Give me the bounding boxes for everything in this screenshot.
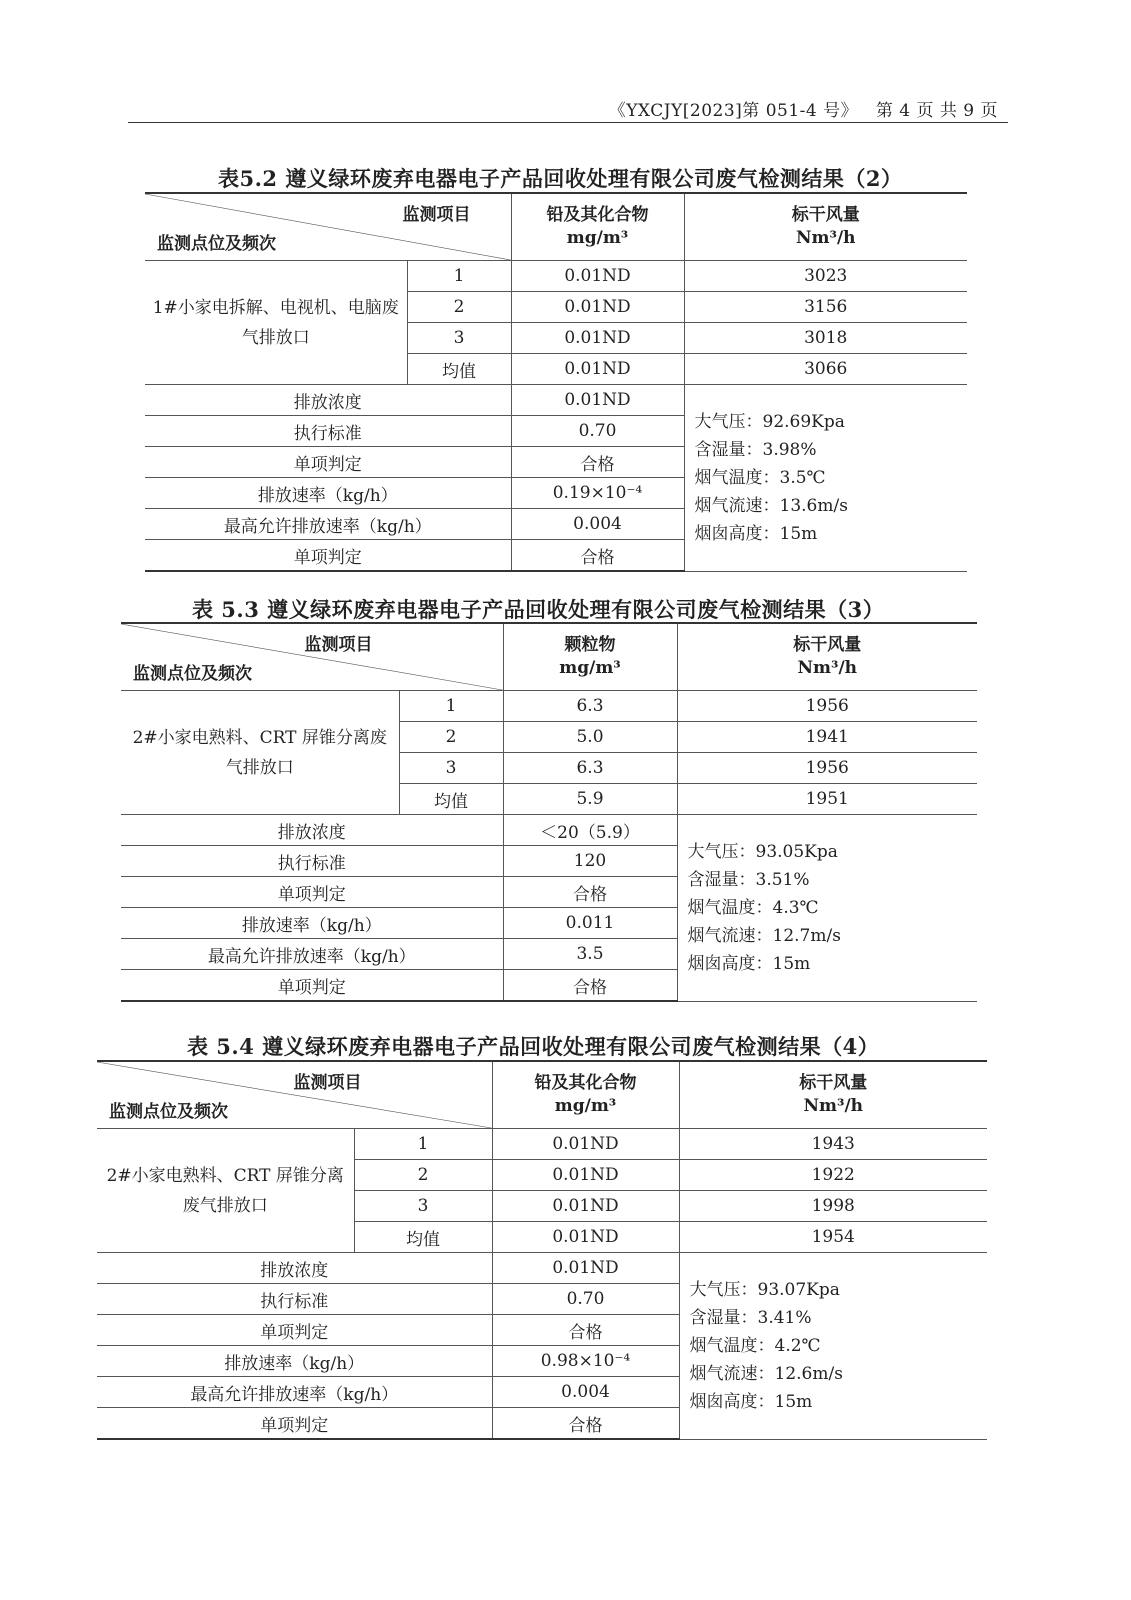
table-caption: 表5.2 遵义绿环废弃电器电子产品回收处理有限公司废气检测结果（2）: [218, 166, 903, 191]
flow-rate: 3066: [684, 354, 967, 385]
flow-rate: 3156: [684, 292, 967, 323]
summary-label: 最高允许排放速率（kg/h）: [97, 1377, 492, 1408]
summary-row: [145, 385, 967, 416]
concentration: 0.01ND: [492, 1191, 679, 1222]
frequency: 2: [407, 292, 511, 323]
summary-value: 合格: [511, 540, 684, 572]
note-pressure: 大气压：93.05Kpa: [687, 841, 838, 862]
col-header-flow: 标干风量 Nm³/h: [679, 1061, 987, 1129]
summary-value: 0.70: [511, 416, 684, 447]
note-velocity: 烟气流速：12.7m/s: [687, 925, 841, 946]
summary-label: 排放速率（kg/h）: [97, 1346, 492, 1377]
frequency: 2: [399, 722, 503, 753]
frequency: 均值: [407, 354, 511, 385]
monitoring-point: 2#小家电熟料、CRT 屏锥分离废气排放口: [97, 1129, 354, 1253]
concentration: 0.01ND: [511, 354, 684, 385]
flow-rate: 1922: [679, 1160, 987, 1191]
page-info: 第 4 页 共 9 页: [875, 101, 998, 121]
summary-label: 排放浓度: [145, 385, 511, 416]
frequency: 1: [399, 691, 503, 722]
table-row: [121, 691, 977, 722]
summary-label: 单项判定: [97, 1315, 492, 1346]
concentration: 5.0: [503, 722, 677, 753]
summary-label: 执行标准: [145, 416, 511, 447]
note-temperature: 烟气温度：3.5℃: [694, 467, 826, 488]
summary-value: ＜20（5.9）: [503, 815, 677, 846]
summary-value: 0.01ND: [492, 1253, 679, 1284]
note-stack-height: 烟囱高度：15m: [689, 1391, 813, 1412]
summary-label: 执行标准: [121, 846, 503, 877]
flow-rate: 1943: [679, 1129, 987, 1160]
header-diagonal-cell: [121, 623, 503, 691]
col-header-concentration: 颗粒物 mg/m³: [503, 623, 677, 691]
monitoring-item-label: 监测项目: [293, 1073, 362, 1093]
monitoring-point: 2#小家电熟料、CRT 屏锥分离废气排放口: [121, 691, 399, 815]
results-table: [121, 622, 977, 1002]
concentration: 6.3: [503, 691, 677, 722]
note-temperature: 烟气温度：4.2℃: [689, 1335, 821, 1356]
summary-row: [97, 1253, 987, 1284]
table-caption: 表 5.3 遵义绿环废弃电器电子产品回收处理有限公司废气检测结果（3）: [192, 597, 885, 622]
monitoring-point-label: 监测点位及频次: [109, 1102, 228, 1122]
concentration: 0.01ND: [492, 1160, 679, 1191]
col-header-flow: 标干风量 Nm³/h: [684, 193, 967, 261]
table-row: [97, 1129, 987, 1160]
summary-value: 0.70: [492, 1284, 679, 1315]
summary-value: 0.004: [492, 1377, 679, 1408]
summary-label: 执行标准: [97, 1284, 492, 1315]
summary-label: 排放浓度: [97, 1253, 492, 1284]
flow-rate: 1956: [677, 753, 977, 784]
frequency: 2: [354, 1160, 492, 1191]
col-header-flow: 标干风量 Nm³/h: [677, 623, 977, 691]
summary-value: 合格: [492, 1408, 679, 1440]
summary-value: 合格: [511, 447, 684, 478]
concentration: 0.01ND: [492, 1222, 679, 1253]
frequency: 3: [354, 1191, 492, 1222]
frequency: 均值: [354, 1222, 492, 1253]
monitoring-item-label: 监测项目: [304, 635, 373, 655]
summary-row: [121, 815, 977, 846]
summary-value: 0.19×10⁻⁴: [511, 478, 684, 509]
frequency: 均值: [399, 784, 503, 815]
concentration: 0.01ND: [511, 261, 684, 292]
conditions-notes: [677, 815, 977, 1002]
monitoring-point: 1#小家电拆解、电视机、电脑废气排放口: [145, 261, 407, 385]
report-number: 《YXCJY[2023]第 051-4 号》: [608, 101, 859, 121]
table-row: [145, 261, 967, 292]
summary-value: 合格: [503, 970, 677, 1002]
results-table: [97, 1060, 987, 1440]
conditions-notes: [684, 385, 967, 572]
summary-value: 合格: [503, 877, 677, 908]
summary-label: 最高允许排放速率（kg/h）: [145, 509, 511, 540]
header-text: [609, 96, 998, 121]
concentration: 6.3: [503, 753, 677, 784]
flow-rate: 1956: [677, 691, 977, 722]
concentration: 0.01ND: [492, 1129, 679, 1160]
summary-value: 0.01ND: [511, 385, 684, 416]
note-stack-height: 烟囱高度：15m: [694, 523, 818, 544]
summary-label: 单项判定: [121, 877, 503, 908]
flow-rate: 3018: [684, 323, 967, 354]
summary-label: 单项判定: [97, 1408, 492, 1440]
note-stack-height: 烟囱高度：15m: [687, 953, 811, 974]
flow-rate: 1951: [677, 784, 977, 815]
summary-label: 最高允许排放速率（kg/h）: [121, 939, 503, 970]
table-caption: 表 5.4 遵义绿环废弃电器电子产品回收处理有限公司废气检测结果（4）: [187, 1034, 880, 1059]
concentration: 5.9: [503, 784, 677, 815]
note-pressure: 大气压：93.07Kpa: [689, 1279, 840, 1300]
flow-rate: 1998: [679, 1191, 987, 1222]
frequency: 1: [354, 1129, 492, 1160]
col-header-concentration: 铅及其化合物 mg/m³: [511, 193, 684, 261]
concentration: 0.01ND: [511, 323, 684, 354]
note-humidity: 含湿量：3.98%: [694, 439, 817, 460]
frequency: 3: [407, 323, 511, 354]
flow-rate: 1941: [677, 722, 977, 753]
summary-value: 0.004: [511, 509, 684, 540]
flow-rate: 1954: [679, 1222, 987, 1253]
summary-label: 单项判定: [145, 447, 511, 478]
note-pressure: 大气压：92.69Kpa: [694, 411, 845, 432]
header-diagonal-cell: [145, 193, 511, 261]
summary-value: 0.98×10⁻⁴: [492, 1346, 679, 1377]
col-header-concentration: 铅及其化合物 mg/m³: [492, 1061, 679, 1129]
results-table: [145, 192, 967, 572]
header-diagonal-cell: [97, 1061, 492, 1129]
summary-value: 合格: [492, 1315, 679, 1346]
conditions-notes: [679, 1253, 987, 1440]
note-temperature: 烟气温度：4.3℃: [687, 897, 819, 918]
monitoring-item-label: 监测项目: [402, 205, 471, 225]
summary-label: 排放速率（kg/h）: [121, 908, 503, 939]
flow-rate: 3023: [684, 261, 967, 292]
frequency: 3: [399, 753, 503, 784]
summary-label: 单项判定: [121, 970, 503, 1002]
summary-label: 排放速率（kg/h）: [145, 478, 511, 509]
summary-value: 120: [503, 846, 677, 877]
monitoring-point-label: 监测点位及频次: [157, 234, 276, 254]
note-velocity: 烟气流速：13.6m/s: [694, 495, 848, 516]
summary-value: 3.5: [503, 939, 677, 970]
summary-label: 排放浓度: [121, 815, 503, 846]
monitoring-point-label: 监测点位及频次: [133, 664, 252, 684]
note-humidity: 含湿量：3.51%: [687, 869, 810, 890]
summary-value: 0.011: [503, 908, 677, 939]
frequency: 1: [407, 261, 511, 292]
page-header: [128, 92, 1008, 123]
summary-label: 单项判定: [145, 540, 511, 572]
concentration: 0.01ND: [511, 292, 684, 323]
note-velocity: 烟气流速：12.6m/s: [689, 1363, 843, 1384]
note-humidity: 含湿量：3.41%: [689, 1307, 812, 1328]
